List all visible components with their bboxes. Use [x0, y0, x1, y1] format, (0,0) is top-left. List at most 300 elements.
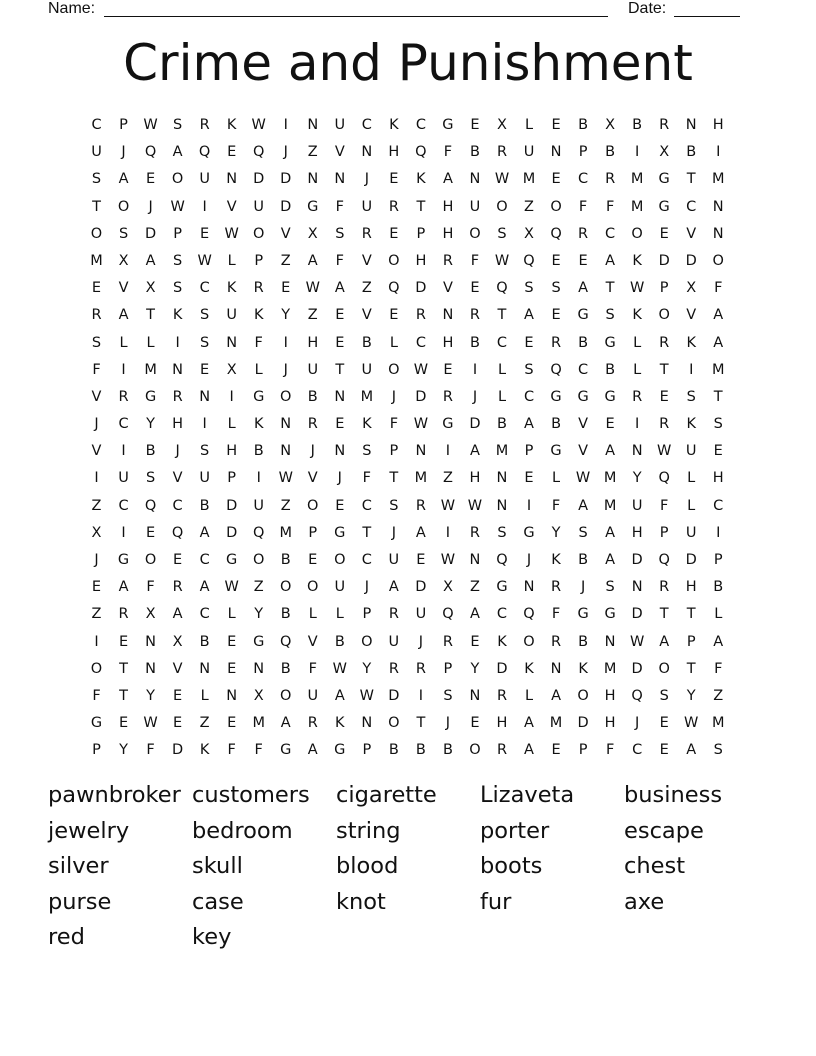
grid-cell: R [307, 416, 318, 433]
grid-cell: I [202, 198, 207, 215]
word-list-item: knot [336, 888, 386, 915]
grid-cell: X [145, 280, 156, 297]
grid-cell: O [90, 225, 103, 242]
grid-cell: M [279, 524, 292, 541]
grid-cell: C [496, 606, 508, 623]
grid-cell: R [118, 388, 129, 405]
grid-cell: K [362, 416, 372, 433]
grid-cell: E [470, 117, 480, 133]
grid-cell: A [551, 687, 561, 704]
grid-cell: E [200, 225, 210, 242]
grid-cell: R [415, 307, 426, 324]
grid-cell: P [362, 606, 372, 623]
grid-cell: S [524, 361, 534, 378]
grid-cell: Q [442, 606, 454, 623]
grid-cell: W [305, 280, 320, 297]
grid-cell: Y [362, 660, 372, 677]
grid-cell: P [119, 117, 128, 133]
grid-cell: Z [307, 307, 318, 324]
grid-cell: E [335, 307, 345, 324]
grid-cell: J [283, 361, 288, 378]
grid-cell: E [416, 552, 426, 568]
grid-cell: K [199, 742, 210, 759]
grid-cell: Q [523, 252, 535, 269]
word-list-item: case [192, 888, 244, 915]
grid-cell: P [578, 144, 588, 161]
grid-cell: V [442, 280, 453, 297]
grid-cell: L [119, 334, 128, 351]
grid-cell: V [334, 144, 345, 161]
grid-cell: B [469, 334, 480, 351]
grid-cell: D [469, 416, 481, 433]
grid-cell: H [496, 715, 508, 732]
grid-cell: C [118, 416, 129, 433]
grid-cell: B [334, 633, 345, 650]
grid-cell: E [389, 307, 399, 324]
grid-cell: E [524, 470, 534, 487]
grid-cell: O [577, 687, 589, 704]
grid-cell: D [280, 198, 292, 215]
grid-cell: B [551, 416, 562, 433]
word-list-item: string [336, 817, 401, 844]
grid-cell: H [226, 443, 238, 460]
grid-cell: D [280, 171, 292, 188]
grid-cell: N [496, 470, 508, 487]
grid-cell: O [631, 225, 643, 242]
grid-cell: G [144, 388, 157, 405]
word-list-item: jewelry [48, 817, 130, 844]
grid-cell: A [524, 715, 534, 732]
grid-cell: K [226, 117, 237, 133]
grid-cell: G [604, 606, 616, 623]
grid-cell: A [713, 633, 724, 650]
grid-cell: N [604, 633, 616, 650]
grid-cell: C [713, 497, 724, 514]
grid-cell: E [578, 252, 588, 269]
grid-cell: I [283, 334, 288, 351]
grid-cell: V [91, 443, 102, 460]
grid-cell: B [469, 144, 480, 161]
grid-cell: D [388, 687, 400, 704]
grid-cell: S [605, 307, 615, 324]
grid-cell: A [659, 633, 670, 650]
grid-cell: T [335, 361, 345, 378]
grid-cell: W [413, 361, 429, 378]
grid-cell: B [145, 443, 156, 460]
grid-cell: C [172, 497, 183, 514]
grid-cell: Q [496, 280, 508, 297]
grid-cell: C [415, 334, 426, 351]
letter-grid [83, 112, 733, 765]
grid-cell: E [227, 633, 237, 650]
grid-cell: R [496, 144, 508, 161]
grid-cell: O [252, 225, 265, 242]
grid-cell: E [470, 633, 480, 650]
grid-cell: A [605, 443, 616, 460]
grid-cell: E [551, 307, 561, 324]
grid-cell: V [686, 307, 697, 324]
grid-cell: Y [632, 470, 642, 487]
grid-cell: R [199, 117, 210, 133]
grid-cell: R [551, 633, 562, 650]
grid-cell: I [418, 687, 424, 704]
grid-cell: S [686, 388, 696, 405]
grid-cell: B [307, 388, 318, 405]
grid-cell: R [253, 280, 264, 297]
grid-cell: N [226, 687, 238, 704]
word-list-item: silver [48, 853, 109, 880]
grid-cell: E [443, 361, 453, 378]
grid-cell: A [199, 524, 210, 541]
grid-cell: O [334, 552, 346, 568]
grid-cell: Q [388, 280, 400, 297]
grid-cell: C [199, 280, 210, 297]
grid-cell: N [199, 388, 211, 405]
grid-cell: Q [415, 144, 427, 161]
grid-cell: V [226, 198, 237, 215]
grid-cell: S [200, 334, 210, 351]
grid-cell: N [496, 497, 508, 514]
grid-cell: K [389, 117, 399, 133]
grid-cell: X [307, 225, 318, 242]
grid-cell: P [389, 443, 399, 460]
grid-cell: U [118, 470, 129, 487]
grid-cell: N [280, 443, 292, 460]
grid-cell: N [334, 388, 346, 405]
grid-cell: R [442, 388, 453, 405]
grid-cell: I [283, 117, 288, 133]
grid-cell: M [711, 715, 725, 732]
grid-cell: Z [307, 144, 318, 161]
grid-cell: U [307, 361, 319, 378]
grid-cell: G [117, 552, 130, 568]
grid-cell: N [334, 171, 346, 188]
grid-cell: C [605, 225, 616, 242]
grid-cell: L [200, 687, 209, 704]
grid-cell: H [712, 117, 724, 133]
grid-cell: K [632, 307, 642, 324]
name-blank-line[interactable] [104, 16, 608, 17]
grid-cell: O [252, 552, 265, 568]
grid-cell: I [445, 443, 451, 460]
grid-cell: W [224, 225, 239, 242]
grid-cell: C [578, 361, 589, 378]
grid-cell: P [254, 252, 264, 269]
grid-cell: A [469, 443, 480, 460]
date-blank-line[interactable] [674, 16, 740, 17]
grid-cell: R [659, 334, 670, 351]
grid-cell: O [388, 361, 400, 378]
grid-cell: V [578, 443, 589, 460]
grid-cell: W [684, 715, 699, 732]
grid-cell: S [173, 280, 183, 297]
grid-cell: A [415, 524, 426, 541]
grid-cell: R [469, 524, 480, 541]
grid-cell: Q [631, 687, 643, 704]
grid-cell: G [550, 443, 562, 460]
grid-cell: K [497, 633, 507, 650]
grid-cell: C [496, 334, 508, 351]
grid-cell: K [524, 660, 534, 677]
grid-cell: X [497, 117, 507, 133]
grid-cell: R [496, 687, 508, 704]
grid-cell: H [442, 225, 454, 242]
grid-cell: P [92, 742, 101, 759]
grid-cell: J [445, 715, 451, 732]
grid-cell: Y [470, 660, 480, 677]
grid-cell: R [361, 225, 372, 242]
grid-cell: X [442, 579, 453, 596]
grid-cell: E [145, 171, 156, 188]
grid-cell: J [472, 388, 478, 405]
grid-cell: H [442, 334, 454, 351]
grid-cell: Q [198, 144, 211, 161]
grid-cell: E [551, 171, 561, 188]
grid-cell: O [144, 552, 157, 568]
grid-cell: E [227, 144, 237, 161]
grid-cell: Q [496, 552, 508, 568]
grid-cell: H [604, 715, 616, 732]
grid-cell: U [631, 497, 643, 514]
grid-cell: P [713, 552, 723, 568]
grid-cell: H [388, 144, 400, 161]
grid-cell: B [442, 742, 453, 759]
grid-cell: T [389, 470, 399, 487]
grid-cell: E [389, 171, 399, 188]
grid-cell: L [687, 497, 696, 514]
grid-cell: N [145, 660, 156, 677]
grid-cell: F [254, 334, 263, 351]
grid-cell: Q [144, 144, 157, 161]
grid-cell: W [494, 171, 510, 188]
grid-cell: Z [253, 579, 264, 596]
grid-cell: B [280, 660, 291, 677]
grid-cell: I [94, 633, 99, 650]
grid-cell: V [172, 660, 183, 677]
grid-cell: W [467, 497, 483, 514]
grid-cell: J [391, 524, 396, 541]
grid-cell: C [361, 552, 372, 568]
grid-cell: T [119, 687, 128, 704]
grid-cell: X [172, 633, 183, 650]
grid-cell: N [685, 117, 697, 133]
grid-cell: L [633, 334, 642, 351]
grid-cell: C [91, 117, 102, 133]
grid-cell: S [173, 252, 183, 269]
grid-cell: M [522, 171, 536, 188]
grid-cell: P [578, 742, 588, 759]
name-label: Name: [48, 0, 96, 17]
grid-cell: A [524, 307, 534, 324]
grid-cell: I [121, 361, 126, 378]
grid-cell: X [659, 144, 670, 161]
grid-cell: O [469, 225, 481, 242]
grid-cell: J [635, 715, 640, 732]
grid-cell: A [118, 579, 129, 596]
grid-cell: S [91, 334, 102, 351]
grid-cell: A [713, 307, 724, 324]
grid-cell: I [94, 470, 99, 487]
grid-cell: D [172, 742, 184, 759]
grid-cell: E [118, 633, 129, 650]
grid-cell: H [172, 416, 184, 433]
grid-cell: S [497, 225, 507, 242]
grid-cell: R [442, 252, 453, 269]
grid-cell: N [442, 307, 454, 324]
grid-cell: S [713, 742, 723, 759]
grid-cell: E [551, 252, 561, 269]
grid-cell: U [199, 171, 210, 188]
grid-cell: P [362, 742, 372, 759]
grid-cell: W [657, 443, 672, 460]
grid-cell: X [686, 280, 697, 297]
grid-cell: R [469, 307, 480, 324]
grid-cell: E [470, 715, 480, 732]
grid-cell: P [308, 524, 318, 541]
grid-cell: I [121, 443, 126, 460]
grid-cell: U [226, 307, 237, 324]
grid-cell: T [92, 198, 101, 215]
grid-cell: A [118, 307, 129, 324]
grid-cell: J [580, 579, 586, 596]
grid-cell: T [659, 606, 669, 623]
grid-cell: U [388, 633, 400, 650]
grid-cell: E [551, 742, 561, 759]
grid-cell: E [713, 443, 723, 460]
grid-cell: K [686, 334, 696, 351]
word-list-item: pawnbroker [48, 782, 181, 808]
grid-cell: V [118, 280, 129, 297]
grid-cell: O [523, 633, 535, 650]
grid-cell: L [687, 470, 696, 487]
grid-cell: S [605, 579, 615, 596]
grid-cell: U [361, 361, 373, 378]
grid-cell: H [685, 579, 697, 596]
grid-cell: A [605, 252, 616, 269]
word-list-item: key [192, 924, 232, 951]
grid-cell: A [605, 524, 616, 541]
grid-cell: N [226, 171, 238, 188]
grid-cell: W [629, 280, 645, 297]
grid-cell: G [253, 388, 265, 405]
grid-cell: I [175, 334, 180, 351]
grid-cell: A [118, 171, 129, 188]
grid-cell: B [497, 416, 507, 433]
date-label: Date: [628, 0, 667, 17]
grid-cell: L [227, 252, 236, 269]
grid-cell: F [714, 280, 723, 297]
grid-cell: B [632, 117, 643, 133]
grid-cell: A [145, 252, 156, 269]
grid-cell: H [712, 470, 724, 487]
grid-cell: J [364, 579, 369, 596]
grid-cell: J [337, 470, 342, 487]
grid-cell: R [605, 171, 616, 188]
grid-cell: C [361, 497, 372, 514]
word-list-item: cigarette [336, 782, 437, 808]
grid-cell: J [94, 552, 99, 568]
grid-cell: E [145, 524, 156, 541]
grid-cell: M [360, 388, 374, 405]
grid-cell: N [280, 416, 292, 433]
grid-cell: Z [524, 198, 534, 215]
grid-cell: B [280, 552, 291, 568]
word-list-item: chest [624, 853, 686, 880]
grid-cell: S [145, 470, 156, 487]
grid-cell: J [175, 443, 180, 460]
grid-cell: N [469, 552, 481, 568]
grid-cell: Q [144, 497, 157, 514]
grid-cell: I [635, 144, 640, 161]
grid-cell: U [334, 117, 346, 133]
grid-cell: D [577, 715, 589, 732]
grid-cell: U [685, 524, 697, 541]
header [48, 0, 748, 20]
grid-cell: U [253, 497, 265, 514]
grid-cell: N [712, 198, 724, 215]
grid-cell: L [524, 687, 534, 704]
grid-cell: T [686, 171, 696, 188]
grid-cell: I [445, 524, 451, 541]
grid-cell: R [307, 715, 318, 732]
grid-cell: J [310, 443, 315, 460]
grid-cell: L [227, 416, 236, 433]
grid-cell: C [118, 497, 129, 514]
grid-cell: S [362, 443, 372, 460]
grid-cell: X [253, 687, 264, 704]
grid-cell: B [713, 579, 724, 596]
grid-cell: M [603, 497, 617, 514]
word-list-item: axe [624, 888, 665, 915]
grid-cell: L [227, 606, 236, 623]
grid-cell: S [118, 225, 129, 242]
grid-cell: L [146, 334, 155, 351]
grid-cell: N [172, 361, 184, 378]
grid-cell: A [280, 715, 291, 732]
grid-cell: E [173, 552, 183, 568]
grid-cell: S [443, 687, 453, 704]
grid-cell: I [689, 361, 694, 378]
grid-cell: U [253, 198, 265, 215]
grid-cell: N [307, 117, 319, 133]
grid-cell: B [605, 144, 616, 161]
grid-cell: A [388, 579, 399, 596]
grid-cell: T [713, 388, 723, 405]
grid-cell: P [416, 225, 426, 242]
grid-cell: O [388, 715, 400, 732]
grid-cell: N [361, 715, 373, 732]
grid-cell: R [118, 606, 129, 623]
grid-cell: F [227, 742, 236, 759]
grid-cell: W [170, 198, 185, 215]
grid-cell: I [716, 524, 721, 541]
grid-cell: Y [551, 524, 561, 541]
grid-cell: R [172, 579, 183, 596]
grid-cell: M [90, 252, 103, 269]
grid-cell: U [199, 470, 210, 487]
grid-cell: N [550, 660, 562, 677]
grid-cell: K [416, 171, 426, 188]
grid-cell: F [443, 144, 453, 161]
grid-cell: P [659, 524, 669, 541]
grid-cell: Y [146, 687, 155, 704]
grid-cell: E [470, 280, 480, 297]
grid-cell: L [552, 470, 561, 487]
grid-cell: A [713, 334, 724, 351]
grid-cell: J [148, 198, 153, 215]
grid-cell: I [472, 361, 478, 378]
grid-cell: U [469, 198, 481, 215]
